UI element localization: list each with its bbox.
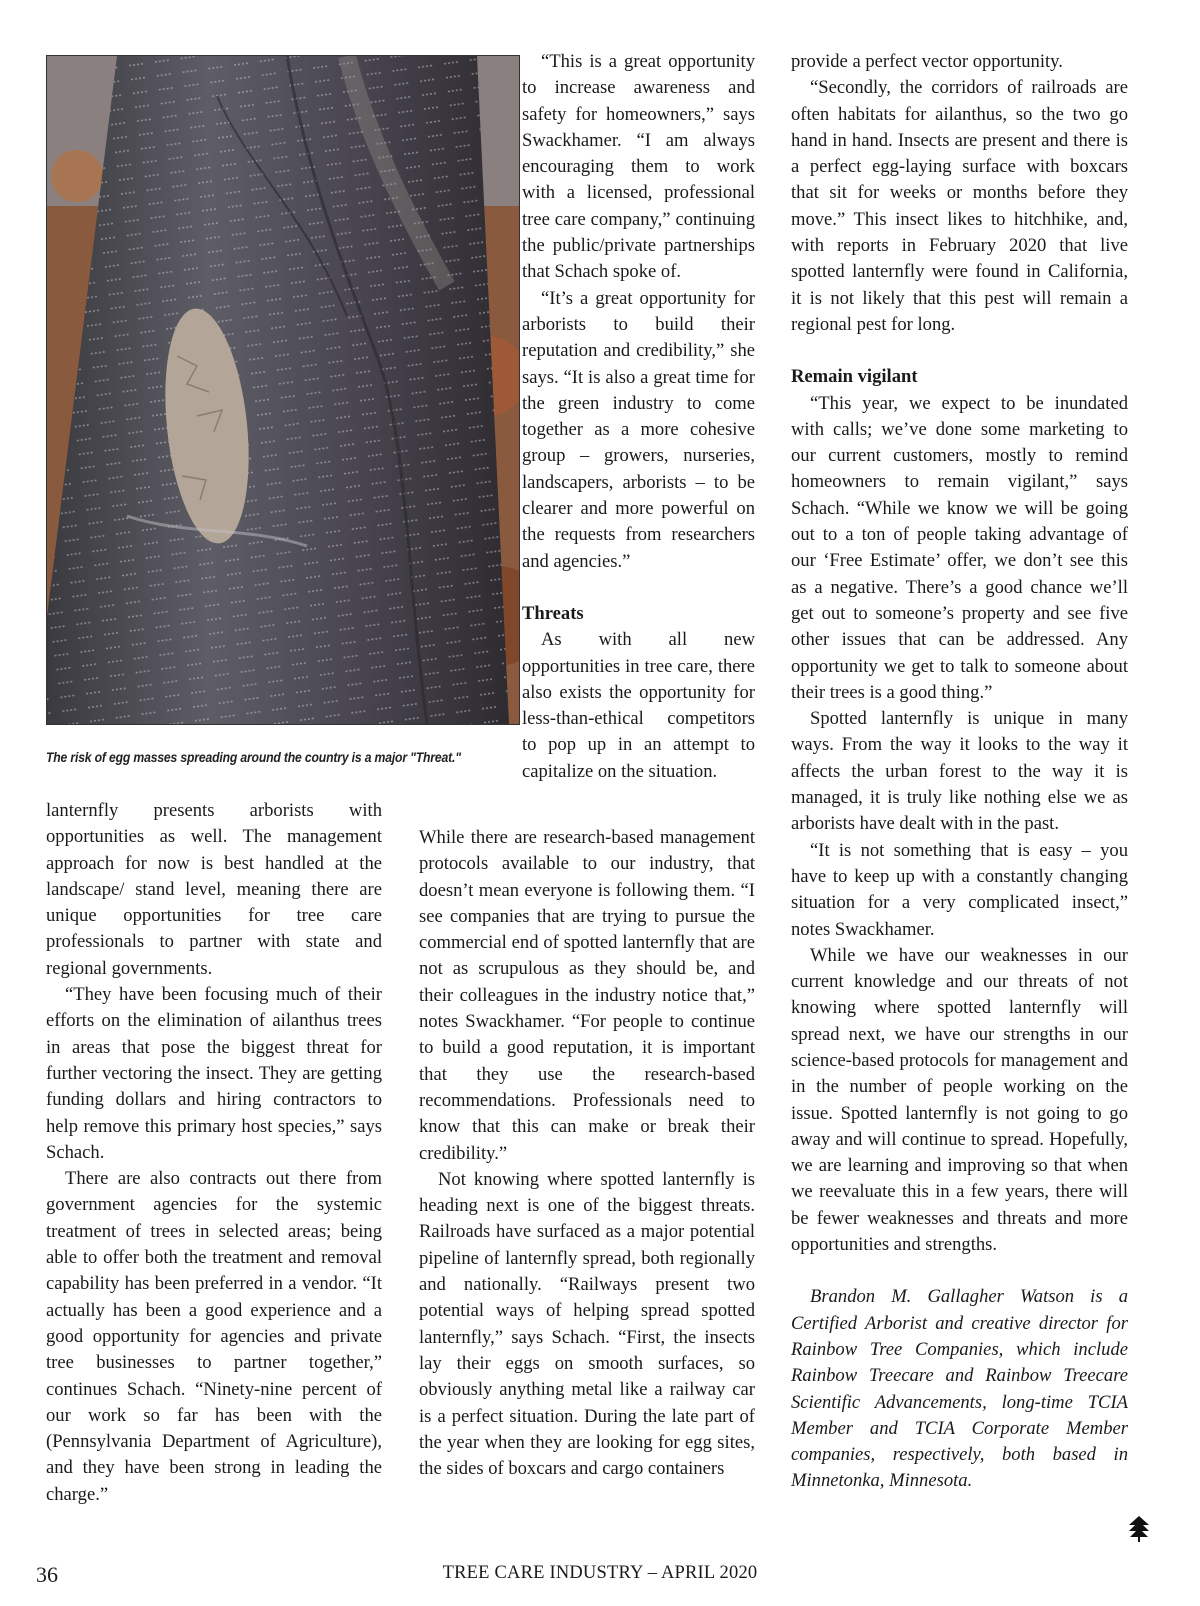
paragraph: “Secondly, the corridors of railroads are often habitats for ailanthus, so the two go hand in hand. Insects are present and there is a perfect egg-laying surface with boxcars that sit for weeks or months before they move.” This insect likes to hitchhike, and, with reports in February 2020 that live spotted lanternfly were found in California, it is not likely that this pest will remain a regional pest for long. [791,77,1128,335]
paragraph: lanternfly presents arborists with opportunities as well. The management approach for now is best handled at the landscape/ stand level, meaning there are unique opportunities for tree care professionals to partner with state and regional governments. [46,800,382,979]
paragraph: “This year, we expect to be inundated with calls; we’ve done some marketing to our current customers, mostly to remind homeowners to remain vigilant,” says Schach. “While we know we will be going out to a ton of people taking advantage of our ‘Free Estimate’ offer, we don’t see this as a negative. There’s a good chance we’ll get out to someone’s property and see five other issues that can be addressed. Any opportunity we get to talk to someone about their trees is a good thing.” [791,392,1128,703]
tree-end-mark-icon [1128,1516,1150,1547]
paragraph: Not knowing where spotted lanternfly is heading next is one of the biggest threats. Railroads have surfaced as a major potential pipeline of lanternfly spread, both regionally and nationally. “Railways present two potential ways of helping spread spotted lanternfly,” says Schach. “First, the insects lay their eggs on smooth surfaces, so obviously anything metal like a railway car is a perfect situation. During the late part of the year when they are looking for egg sites, the sides of boxcars and cargo containers [419,1168,755,1480]
author-bio: Brandon M. Gallagher Watson is a Certified Arborist and creative director for Rainbow Tree Companies, which include Rainbow Treecare and Rainbow Treecare Scientific Advancements, long-time TCIA Member and TCIA Corporate Member companies, respectively, both based in Minnetonka, Minnesota. [791,1286,1128,1492]
paragraph: “It’s a great opportunity for arborists to build their reputation and credibility,” she says. “It is also a great time for the green industry to come together as a more cohesive group – growers, nurseries, landscapers, arborists – to be clearer and more powerful on the requests from researchers and agencies.” [522,287,755,572]
paragraph: “This is a great opportunity to increase awareness and safety for homeowners,” says Swackhamer. “I am always encouraging them to work with a licensed, professional tree care company,” continuing the public/private partnerships that Schach spoke of. [522,51,755,283]
paragraph: As with all new opportunities in tree care, there also exists the opportunity for less-than-ethical competitors to pop up in an attempt to capitalize on the situation. [522,629,755,782]
tree-bark-image [47,56,519,724]
paragraph: “It is not something that is easy – you have to keep up with a constantly changing situation for a very complicated insect,” notes Swackhamer. [791,839,1128,940]
paragraph: “They have been focusing much of their efforts on the elimination of ailanthus trees in areas that pose the biggest threat for further vectoring the insect. They are getting funding dollars and hiring contractors to help remove this primary host species,” says Schach. [46,984,382,1163]
page-number: 36 [36,1562,58,1587]
section-heading-remain-vigilant: Remain vigilant [791,366,918,388]
paragraph: Spotted lanternfly is unique in many ways. From the way it looks to the way it affects the urban forest to the way it is managed, it is truly like nothing else we as arborists have dealt with in the past. [791,708,1128,835]
column-3 [791,49,1128,1495]
section-heading-threats: Threats [522,602,584,624]
paragraph: While there are research-based management protocols available to our industry, that doesn’t mean everyone is following them. “I see companies that are trying to pursue the commercial end of spotted lanternfly that are not as scrupulous as they should be, and their colleagues in the industry notice that,” notes Swackhamer. “For people to continue to build a good reputation, it is important that they use the research-based recommendations. Professionals need to know that this can make or break their credibility.” [419,827,755,1164]
paragraph: provide a perfect vector opportunity. [791,51,1063,72]
column-2-top [522,49,755,785]
paragraph: While we have our weaknesses in our current knowledge and our threats of not knowing where spotted lanternfly will spread next, we have our strengths in our science-based protocols for management and in the number of people working on the issue. Spotted lanternfly is not going to go away and will continue to spread. Hopefully, we are learning and improving so that when we reevaluate this in a few years, there will be fewer weaknesses and threats and more opportunities and strengths. [791,944,1128,1256]
paragraph: There are also contracts out there from government agencies for the systemic treatment of trees in selected areas; being able to offer both the treatment and removal capability has been preferred in a vendor. “It actually has been a good experience and a good opportunity for agencies and private tree businesses to partner together,” continues Schach. “Ninety-nine percent of our work so far has been with the (Pennsylvania Department of Agriculture), and they have been strong in leading the charge.” [46,1168,382,1505]
column-1 [46,798,382,1508]
publication-footer: TREE CARE INDUSTRY – APRIL 2020 [442,1563,758,1583]
photo-caption: The risk of egg masses spreading around the country is a major "Threat." [46,750,461,766]
column-2-bottom [419,825,755,1482]
article-photo [46,55,520,725]
